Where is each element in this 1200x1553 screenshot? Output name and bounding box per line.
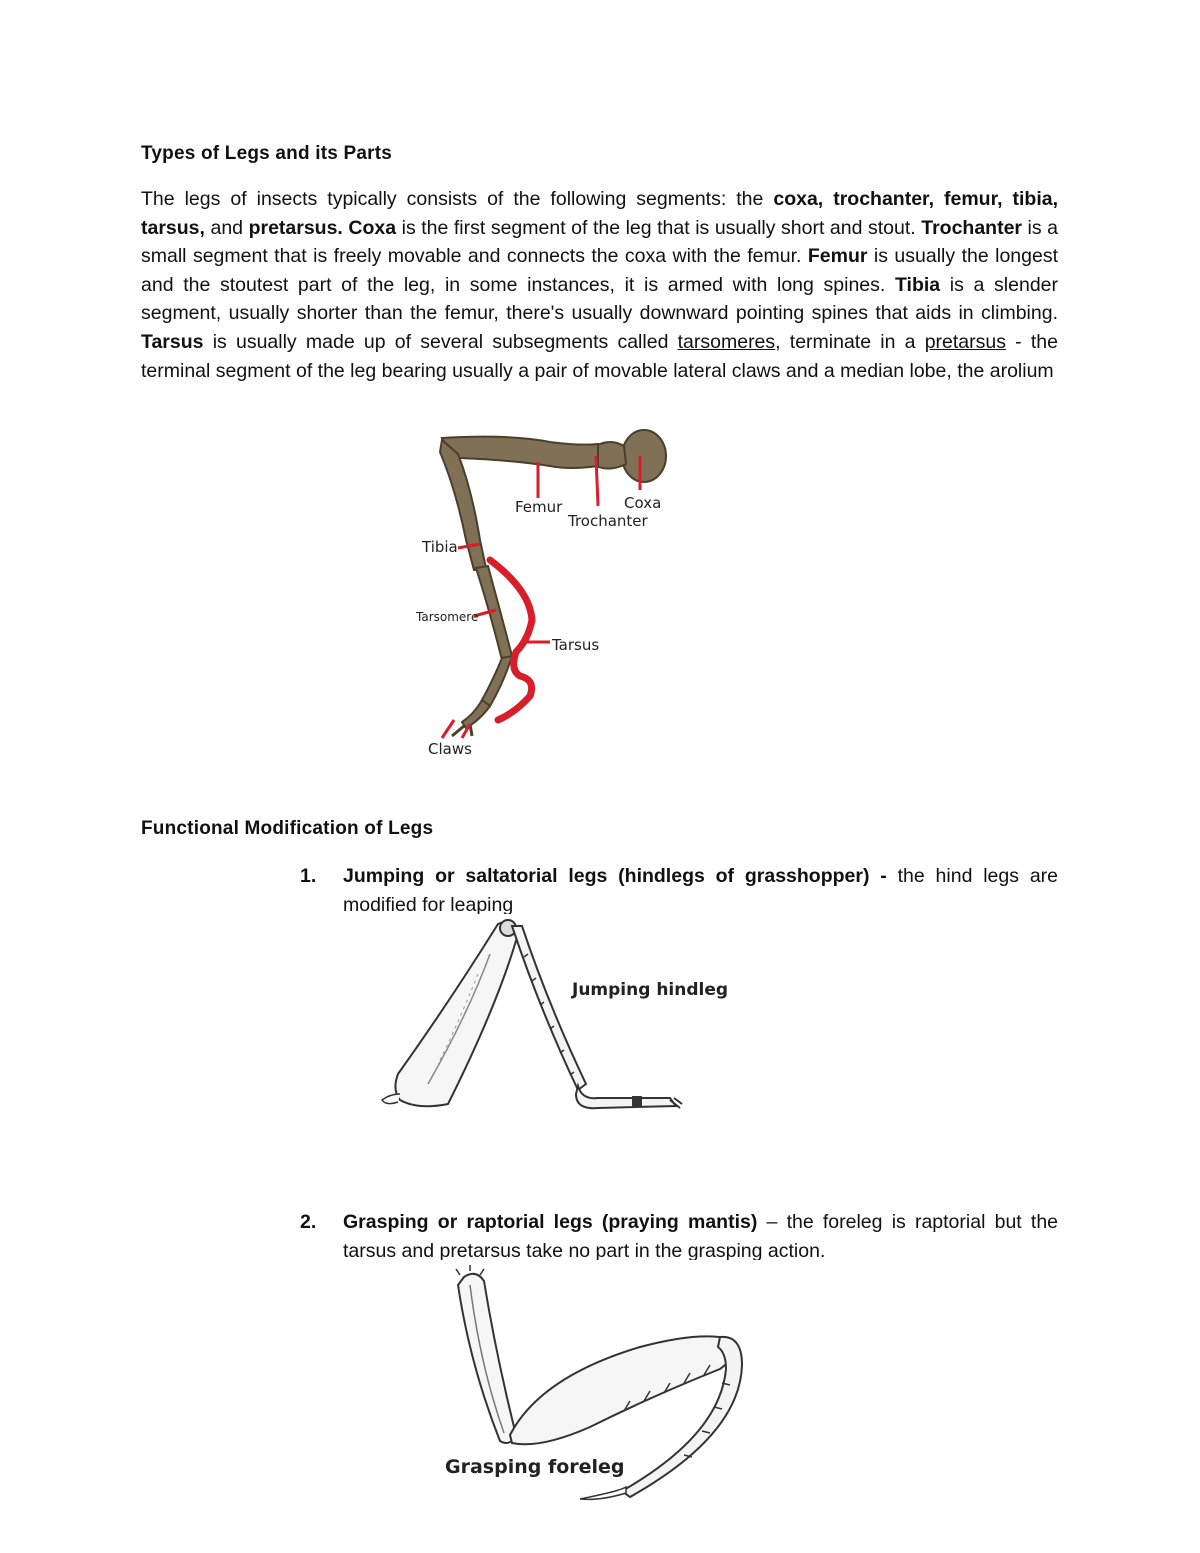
jumping-hindleg-drawing [378, 914, 738, 1119]
label-coxa: Coxa [624, 494, 662, 512]
list-item-grasping [300, 1208, 1060, 1260]
trochanter-shape [596, 442, 626, 469]
label-grasping-foreleg: Grasping foreleg [445, 1456, 625, 1478]
hindleg-tarsus [576, 1086, 676, 1108]
section-heading-functional-modification: Functional Modification of Legs [141, 818, 434, 839]
label-tarsomere: Tarsomere [416, 610, 479, 624]
para-text: is usually made up of several subsegments called [203, 330, 678, 353]
foreleg-coxa [458, 1274, 516, 1443]
grasping-foreleg-drawing [430, 1265, 760, 1510]
para-bold-femur: Femur [807, 245, 868, 268]
para-bold-pretarsus: pretarsus. [248, 216, 343, 239]
para-bold-tarsus: Tarsus [141, 330, 204, 353]
para-bold-tibia: Tibia [894, 273, 941, 296]
list-item-bold: Jumping or saltatorial legs (hindlegs of grasshopper) - [343, 865, 887, 887]
leg-parts-figure [400, 420, 680, 765]
para-text: is a small segment that is freely movable and connects the coxa with the femur. [141, 216, 1059, 268]
para-text: is the first segment of the leg that is usually short and stout. [396, 216, 922, 239]
hindleg-femur [395, 922, 518, 1106]
para-bold-segments: coxa, trochanter, femur, tibia, tarsus, [141, 188, 1058, 239]
label-femur: Femur [515, 498, 563, 516]
trochanter-pointer [596, 456, 598, 506]
list-item-text [343, 862, 1058, 914]
para-bold-trochanter: Trochanter [921, 216, 1023, 239]
label-tibia: Tibia [422, 538, 458, 556]
foreleg-tarsus [580, 1487, 626, 1499]
grasping-foreleg-figure [430, 1265, 760, 1510]
para-text: is usually the longest and the stoutest part of the leg, in some instances, it is armed with long spines. [141, 245, 1058, 296]
legs-description-paragraph [141, 185, 1058, 385]
para-text: - the terminal segment of the leg bearing usually a pair of movable lateral claws and a median lobe, the arolium [141, 330, 1058, 382]
list-item-bold: Grasping or raptorial legs (praying mantis) [343, 1211, 758, 1233]
coxa-shape [622, 430, 666, 482]
list-item-desc: the hind legs are modified for leaping [343, 865, 1059, 914]
hindleg-coxa [382, 1094, 400, 1104]
para-text: , terminate in a [775, 330, 925, 353]
list-number: 2. [300, 1211, 317, 1233]
claw-shape [452, 726, 464, 736]
pretarsus-shape [462, 700, 490, 728]
list-item-jumping [300, 862, 1060, 914]
list-number: 1. [300, 865, 317, 887]
para-text: The legs of insects typically consists of the following segments: the [141, 188, 774, 210]
para-text: and [204, 216, 249, 239]
label-claws: Claws [428, 740, 472, 758]
para-underline-pretarsus: pretarsus [924, 330, 1006, 353]
para-underline-tarsomeres: tarsomeres [677, 330, 776, 353]
section-heading-types-of-legs: Types of Legs and its Parts [141, 143, 393, 164]
femur-shape [442, 437, 598, 468]
hindleg-tibia [512, 926, 586, 1090]
para-bold-coxa: Coxa [348, 216, 397, 239]
tarsomere-band [632, 1096, 642, 1106]
list-item-text [343, 1208, 1058, 1260]
jumping-hindleg-figure [378, 914, 738, 1119]
label-jumping-hindleg: Jumping hindleg [572, 980, 729, 1000]
para-text: is a slender segment, usually shorter than the femur, there's usually downward pointing spines that aids in climbing. [141, 273, 1058, 325]
leg-parts-diagram [400, 420, 680, 765]
list-item-desc: – the foreleg is raptorial but the tarsus and pretarsus take no part in the grasping action. [343, 1211, 1059, 1260]
label-trochanter: Trochanter [568, 512, 648, 530]
tarsomere-shape [482, 656, 512, 706]
label-tarsus: Tarsus [552, 636, 600, 654]
